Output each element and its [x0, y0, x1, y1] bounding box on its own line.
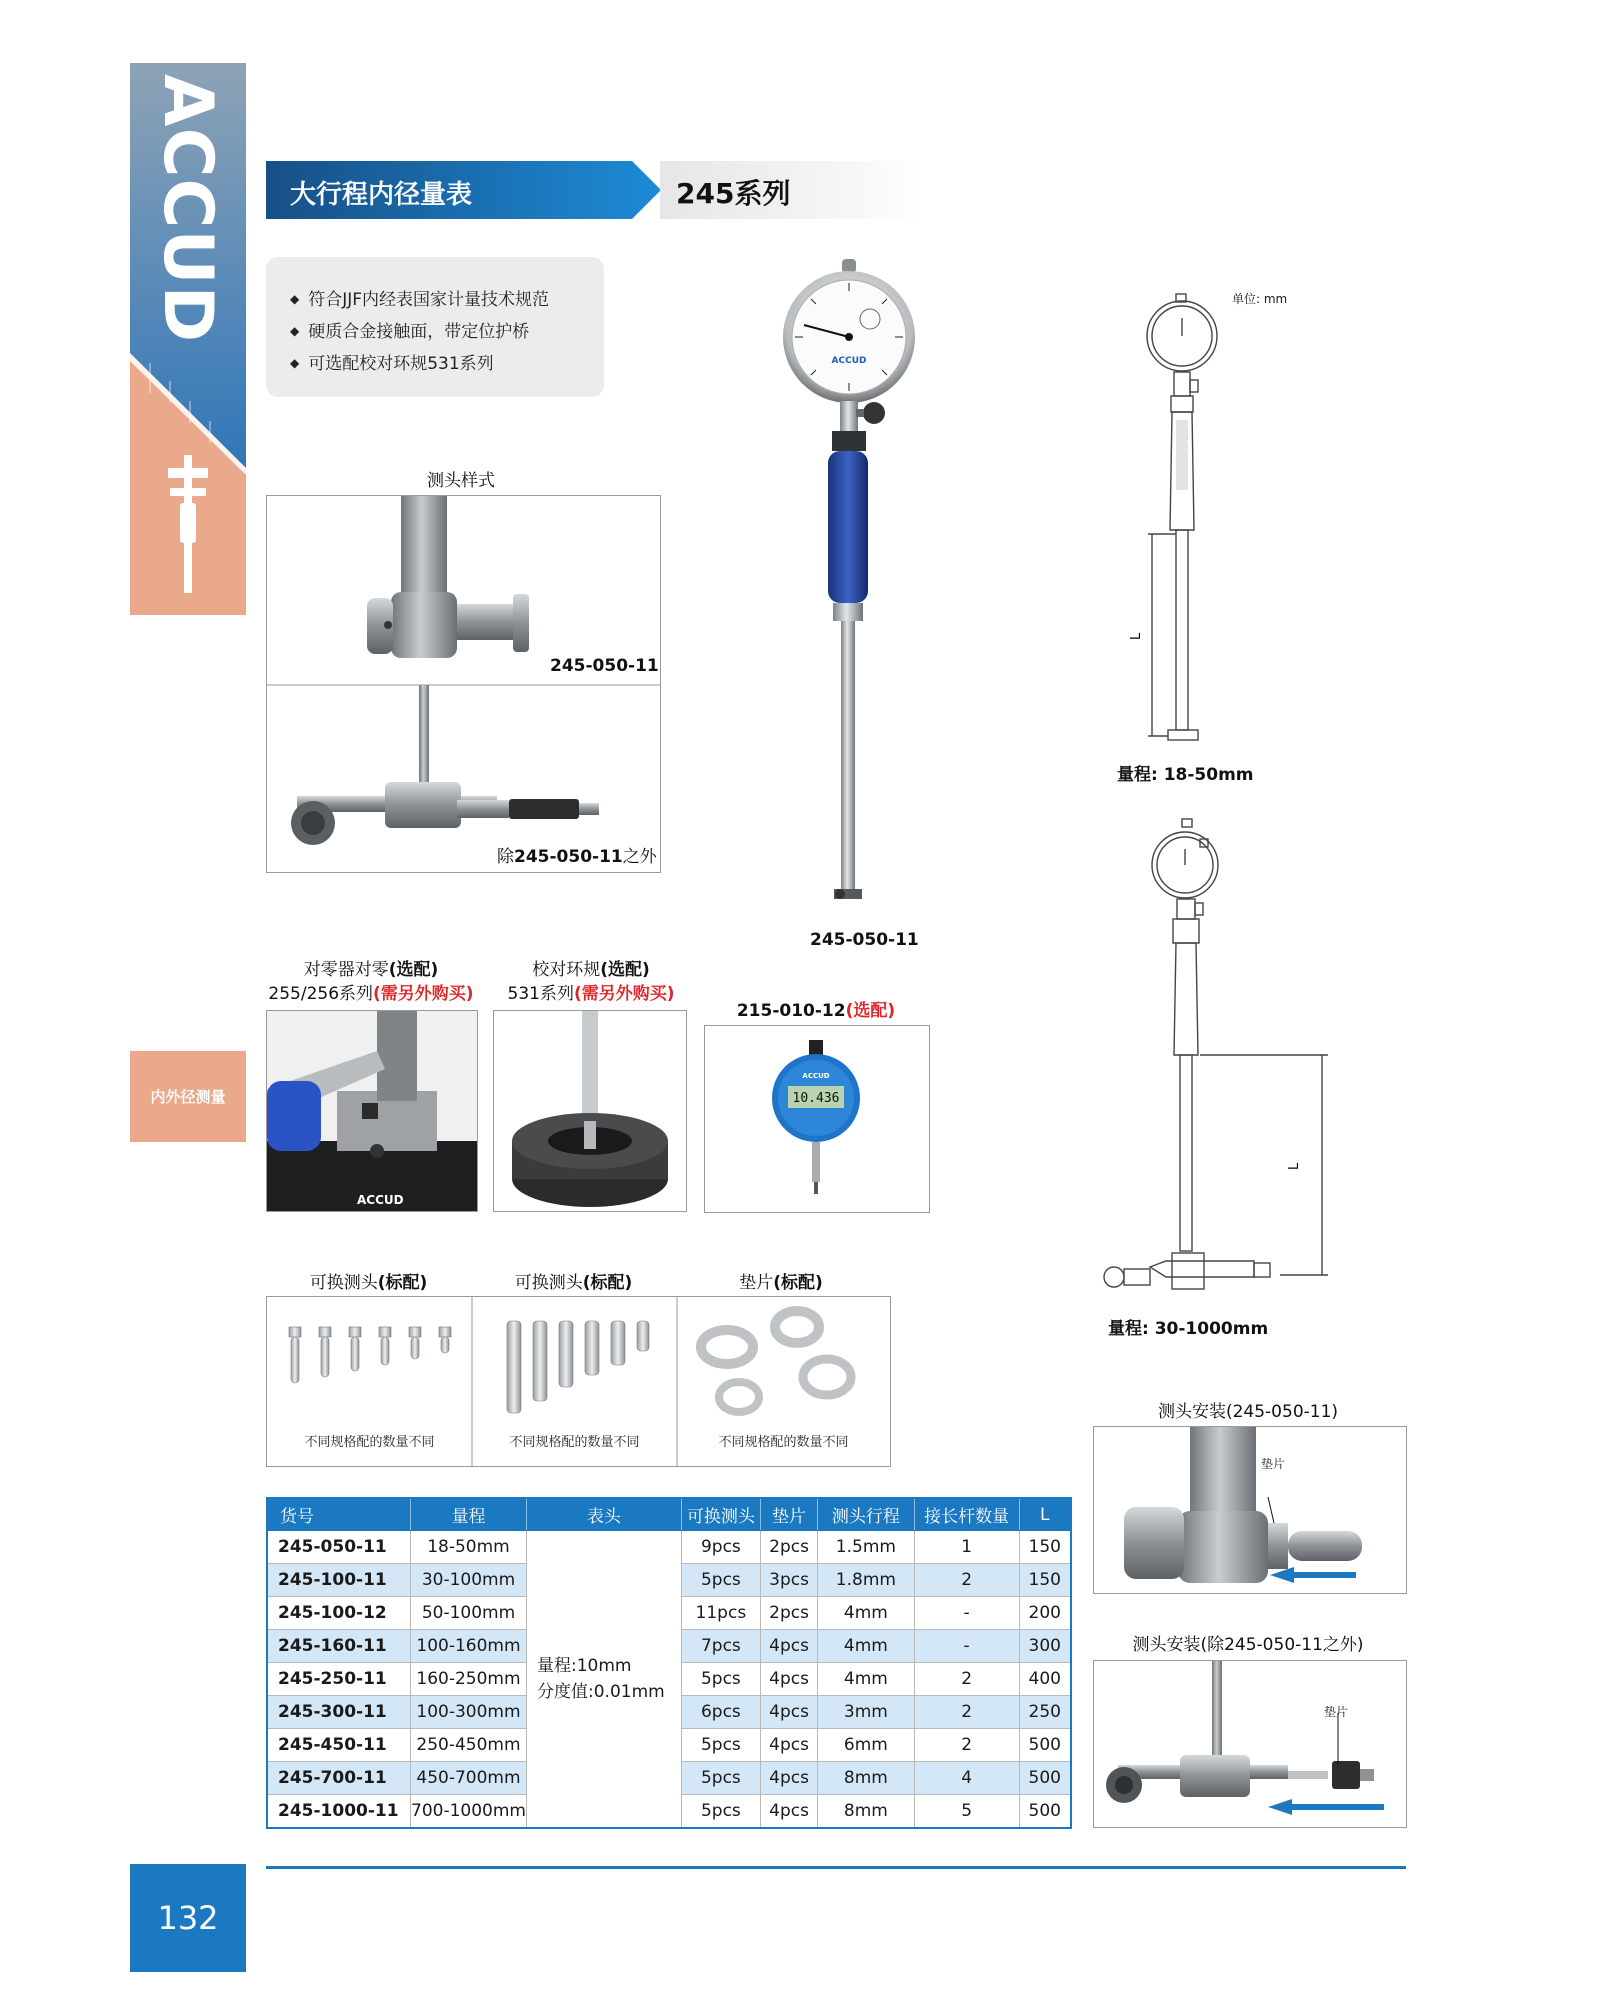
cell-travel: 8mm: [818, 1795, 915, 1829]
cell-rods: 4: [914, 1762, 1019, 1795]
range2-label: 量程: 30-1000mm: [1108, 1319, 1269, 1339]
cell-L: 150: [1019, 1531, 1071, 1564]
cell-shims: 4pcs: [761, 1696, 818, 1729]
cell-probes: 11pcs: [681, 1597, 760, 1630]
spec-table: [266, 1497, 1072, 1829]
cell-probes: 5pcs: [681, 1663, 760, 1696]
cell-rods: 2: [914, 1696, 1019, 1729]
cell-L: 250: [1019, 1696, 1071, 1729]
cell-rods: 2: [914, 1564, 1019, 1597]
std-part-tag: (标配): [377, 1273, 428, 1293]
cell-dial-spec: [527, 1531, 682, 1829]
cell-shims: 4pcs: [761, 1729, 818, 1762]
col-header-range: 量程: [410, 1498, 526, 1531]
digital-code: 215-010-12: [736, 1001, 846, 1021]
cell-rods: 2: [914, 1729, 1019, 1762]
install-photo-1: [1093, 1426, 1407, 1594]
col-header-code: 货号: [267, 1498, 410, 1531]
diagram-30-1000: [1090, 815, 1340, 1295]
side-tab: 内外径测量: [130, 1051, 246, 1142]
ring-line1: 校对环规: [532, 960, 601, 980]
brand-logo-text: ACCUD: [148, 73, 228, 343]
cell-range: 160-250mm: [410, 1663, 526, 1696]
cell-range: 30-100mm: [410, 1564, 526, 1597]
dial-spec-division: 分度值:0.01mm: [537, 1682, 665, 1702]
setter-brand: ACCUD: [357, 1193, 404, 1207]
cell-probes: 5pcs: [681, 1729, 760, 1762]
std-part-label: [471, 1268, 676, 1293]
cell-L: 500: [1019, 1762, 1071, 1795]
main-product-caption: 245-050-11: [810, 930, 919, 950]
col-header-rods: 接长杆数量: [914, 1498, 1019, 1531]
dial-spec-range: 量程:10mm: [537, 1656, 632, 1676]
setter-caption: [266, 958, 476, 1006]
setter-photo: [267, 1011, 477, 1211]
table-header-row: [267, 1498, 1071, 1531]
cell-probes: 9pcs: [681, 1531, 760, 1564]
col-header-travel: 测头行程: [818, 1498, 915, 1531]
setter-opt: (选配): [388, 960, 439, 980]
probe-style-photos: [267, 496, 660, 872]
feature-item: ◆ 硬质合金接触面，带定位护桥: [290, 317, 604, 349]
ring-line2: 531系列: [507, 984, 574, 1004]
cell-code: 245-1000-11: [267, 1795, 410, 1829]
main-product-image: [770, 253, 930, 921]
std-part-name: 可换测头: [514, 1273, 583, 1293]
cell-code: 245-700-11: [267, 1762, 410, 1795]
col-header-L: L: [1019, 1498, 1071, 1531]
cell-travel: 4mm: [818, 1663, 915, 1696]
setter-buy-note: (需另外购买): [373, 984, 474, 1004]
probe-caption-prefix: 除: [497, 847, 514, 867]
cell-code: 245-160-11: [267, 1630, 410, 1663]
ring-gauge-photo: [494, 1011, 686, 1211]
cell-code: 245-450-11: [267, 1729, 410, 1762]
diagram-18-50: [1100, 290, 1230, 760]
cell-L: 300: [1019, 1630, 1071, 1663]
page-title: 大行程内径量表: [290, 180, 473, 210]
cell-L: 500: [1019, 1729, 1071, 1762]
install-title-1: 测头安装(245-050-11): [1157, 1402, 1339, 1422]
probe-style-heading: 测头样式: [427, 471, 495, 491]
digital-opt: (选配): [845, 1001, 896, 1021]
dim-label-L1: L: [1129, 632, 1144, 640]
cell-code: 245-050-11: [267, 1531, 410, 1564]
digital-indicator-box: [704, 1025, 930, 1213]
std-part-name: 垫片: [739, 1273, 774, 1293]
cell-travel: 1.8mm: [818, 1564, 915, 1597]
cell-shims: 2pcs: [761, 1531, 818, 1564]
std-part-name: 可换测头: [309, 1273, 378, 1293]
cell-probes: 5pcs: [681, 1564, 760, 1597]
cell-rods: 5: [914, 1795, 1019, 1829]
std-part-note: 不同规格配的数量不同: [509, 1435, 640, 1450]
cell-probes: 5pcs: [681, 1762, 760, 1795]
col-header-probes: 可换测头: [681, 1498, 760, 1531]
cell-shims: 3pcs: [761, 1564, 818, 1597]
cell-range: 18-50mm: [410, 1531, 526, 1564]
cell-shims: 2pcs: [761, 1597, 818, 1630]
std-part-note: 不同规格配的数量不同: [304, 1435, 435, 1450]
cell-L: 400: [1019, 1663, 1071, 1696]
cell-travel: 8mm: [818, 1762, 915, 1795]
cell-rods: -: [914, 1597, 1019, 1630]
cell-code: 245-250-11: [267, 1663, 410, 1696]
brand-logo: [130, 63, 246, 353]
table-row: [267, 1531, 1071, 1564]
features-box: [266, 257, 604, 397]
cell-shims: 4pcs: [761, 1630, 818, 1663]
cell-L: 500: [1019, 1795, 1071, 1829]
cell-probes: 6pcs: [681, 1696, 760, 1729]
feature-item: ◆ 符合JJF内经表国家计量技术规范: [290, 285, 604, 317]
shim-label-1: 垫片: [1261, 1457, 1286, 1471]
dim-label-L2: L: [1287, 1162, 1302, 1170]
cell-probes: 5pcs: [681, 1795, 760, 1829]
cell-range: 100-160mm: [410, 1630, 526, 1663]
setter-line1: 对零器对零: [303, 960, 389, 980]
page-number: 132: [130, 1864, 246, 1972]
cell-range: 100-300mm: [410, 1696, 526, 1729]
cell-code: 245-100-12: [267, 1597, 410, 1630]
col-header-shims: 垫片: [761, 1498, 818, 1531]
probe-caption-top: 245-050-11: [550, 656, 659, 676]
ring-buy-note: (需另外购买): [573, 984, 675, 1004]
cell-shims: 4pcs: [761, 1663, 818, 1696]
cell-travel: 3mm: [818, 1696, 915, 1729]
dial-brand: ACCUD: [831, 356, 867, 366]
probe-style-box: [266, 495, 661, 873]
cell-rods: 2: [914, 1663, 1019, 1696]
feature-item: ◆ 可选配校对环规531系列: [290, 349, 604, 381]
cell-range: 250-450mm: [410, 1729, 526, 1762]
setter-photo-box: [266, 1010, 478, 1212]
ring-photo-box: [493, 1010, 687, 1212]
diagram-30-1000-drawing: [1090, 815, 1340, 1295]
series-banner: [660, 161, 922, 219]
std-part-label: [676, 1268, 886, 1293]
cell-range: 700-1000mm: [410, 1795, 526, 1829]
cell-code: 245-100-11: [267, 1564, 410, 1597]
cell-probes: 7pcs: [681, 1630, 760, 1663]
cell-rods: -: [914, 1630, 1019, 1663]
cell-L: 150: [1019, 1564, 1071, 1597]
std-parts-box: [266, 1296, 891, 1467]
title-banner: [266, 161, 661, 219]
digital-caption: [701, 996, 931, 1021]
diagram-18-50-drawing: [1100, 290, 1230, 760]
cell-range: 50-100mm: [410, 1597, 526, 1630]
cell-L: 200: [1019, 1597, 1071, 1630]
setter-line2: 255/256系列: [268, 984, 374, 1004]
col-header-dial: 表头: [527, 1498, 682, 1531]
install-photo-1-graphic: [1094, 1427, 1406, 1593]
cell-travel: 4mm: [818, 1630, 915, 1663]
bore-gauge-illustration: [770, 253, 930, 921]
cell-code: 245-300-11: [267, 1696, 410, 1729]
range1-label: 量程: 18-50mm: [1117, 765, 1254, 785]
cell-range: 450-700mm: [410, 1762, 526, 1795]
std-part-label: [266, 1268, 471, 1293]
series-title: 245系列: [676, 177, 791, 210]
unit-label: 单位: mm: [1232, 292, 1288, 306]
probe-caption-bottom: [497, 842, 657, 867]
install-title-2: 测头安装(除245-050-11之外): [1132, 1635, 1364, 1655]
std-part-note: 不同规格配的数量不同: [718, 1435, 849, 1450]
cell-shims: 4pcs: [761, 1795, 818, 1829]
digital-brand: ACCUD: [802, 1072, 830, 1080]
probe-caption-code: 245-050-11: [514, 847, 623, 867]
std-part-tag: (标配): [582, 1273, 633, 1293]
cell-rods: 1: [914, 1531, 1019, 1564]
std-part-tag: (标配): [773, 1273, 823, 1293]
cell-travel: 4mm: [818, 1597, 915, 1630]
digital-indicator-photo: [705, 1026, 929, 1212]
ring-caption: [493, 958, 689, 1006]
shim-label-2: 垫片: [1324, 1705, 1349, 1719]
cell-travel: 1.5mm: [818, 1531, 915, 1564]
cell-travel: 6mm: [818, 1729, 915, 1762]
cell-shims: 4pcs: [761, 1762, 818, 1795]
digital-display: 10.436: [792, 1091, 840, 1106]
ring-opt: (选配): [600, 960, 650, 980]
install-photo-2: [1093, 1660, 1407, 1828]
footer-rule: [266, 1866, 1406, 1869]
probe-caption-suffix: 之外: [622, 847, 657, 867]
install-photo-2-graphic: [1094, 1661, 1406, 1827]
